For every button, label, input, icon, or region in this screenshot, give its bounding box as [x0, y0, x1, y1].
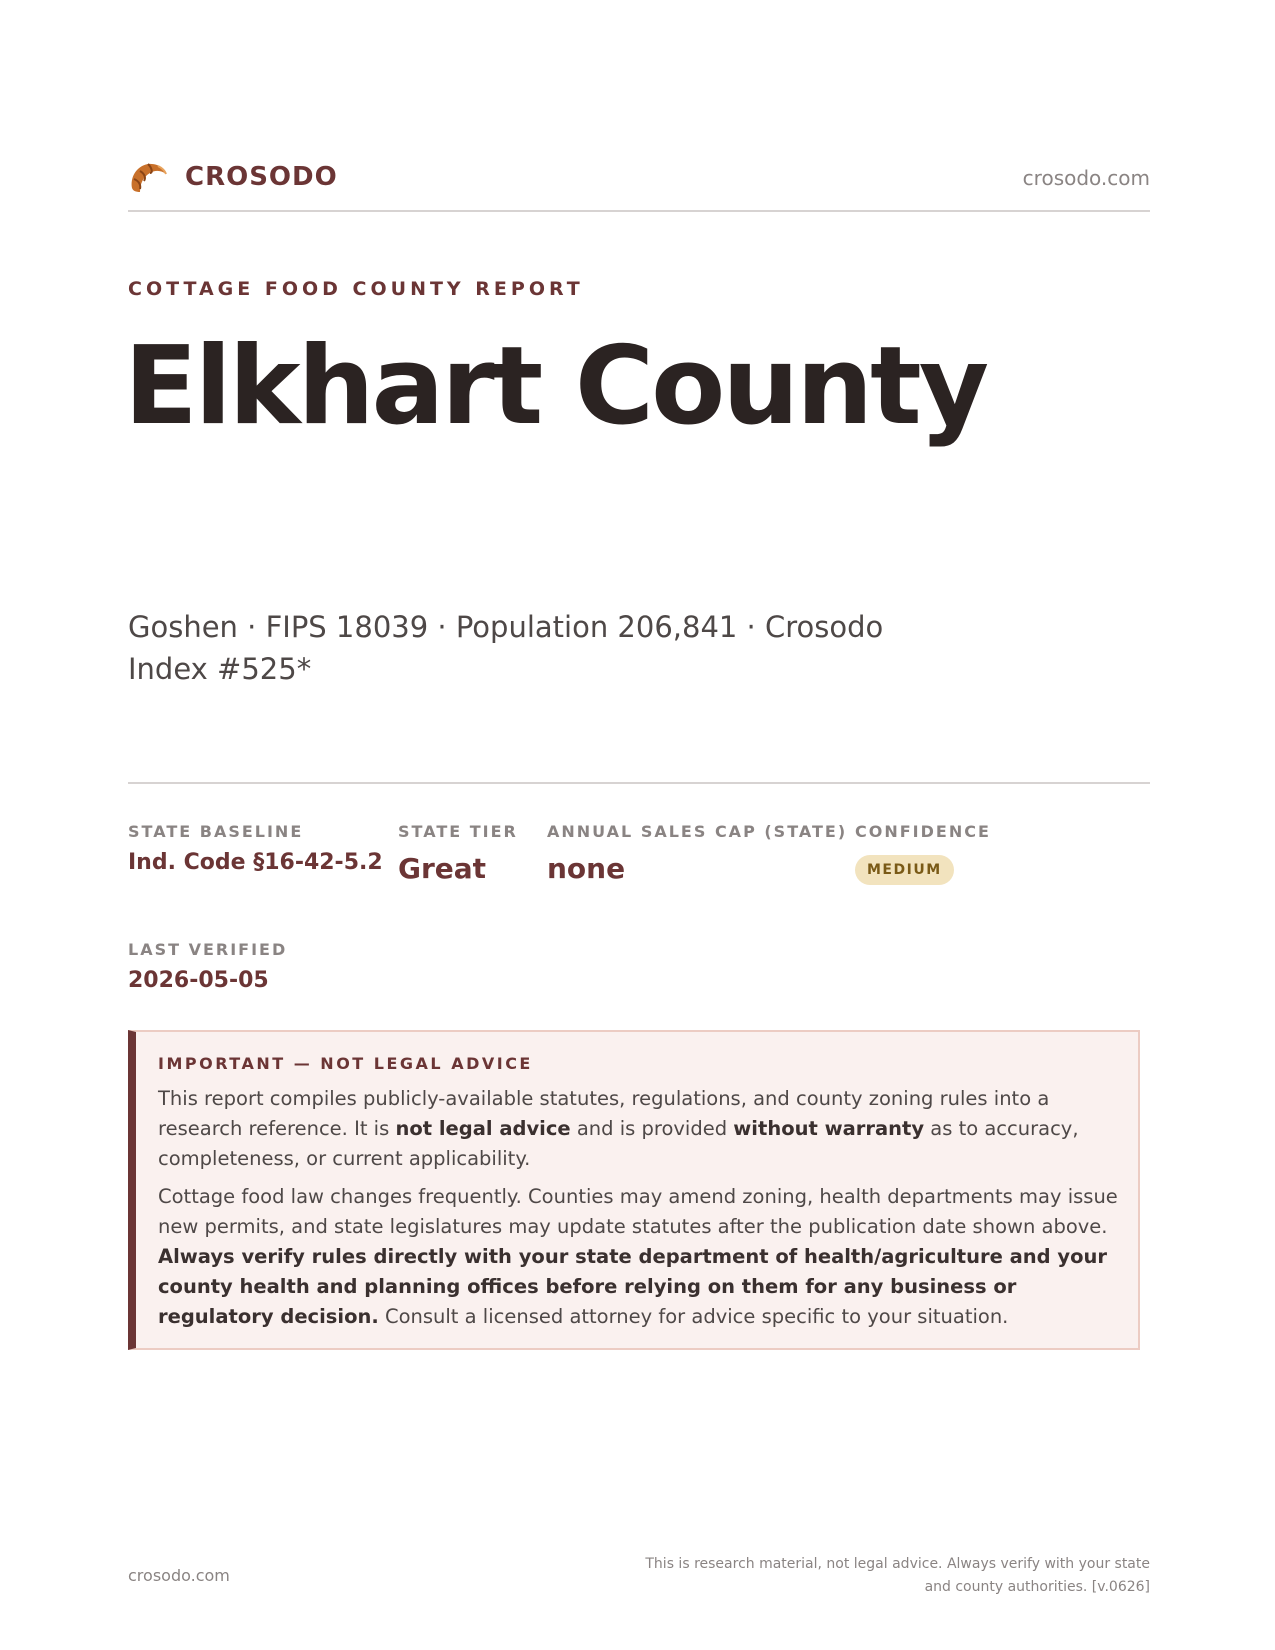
footer-site-url[interactable]: crosodo.com	[128, 1566, 230, 1585]
legal-notice	[128, 1030, 1140, 1350]
footer-disclaimer: This is research material, not legal advice. Always verify with your state and county authorities. [v.0626]	[645, 1556, 1150, 1595]
report-kicker: COTTAGE FOOD COUNTY REPORT	[128, 278, 584, 300]
site-url[interactable]: crosodo.com	[1022, 166, 1150, 190]
last-verified-value: 2026-05-05	[128, 968, 269, 993]
page-header	[128, 158, 1150, 212]
notice-paragraph-1: This report compiles publicly-available statutes, regulations, and county zoning rules into a research reference. It is not legal advice and is provided without warranty as to accuracy, completeness, or current applicability.	[158, 1087, 1079, 1170]
state-baseline-value: Ind. Code §16-42-5.2	[128, 850, 383, 875]
notice-title: IMPORTANT — NOT LEGAL ADVICE	[158, 1054, 533, 1073]
notice-paragraph-2: Cottage food law changes frequently. Counties may amend zoning, health departments may issue new permits, and state legislatures may update statutes after the publication date shown above. Always verify rules directly with your state department of health/agriculture and your county health and planning offices before relying on them for any business or regulatory decision. Consult a licensed attorney for advice specific to your situation.	[158, 1185, 1118, 1328]
report-page	[124, 0, 1150, 1650]
state-tier-label: STATE TIER	[398, 822, 518, 841]
state-baseline-label: STATE BASELINE	[128, 822, 304, 841]
state-tier-value: Great	[398, 852, 487, 885]
sales-cap-value: none	[547, 852, 626, 885]
report-subtitle: Goshen · FIPS 18039 · Population 206,841 · Crosodo Index #525*	[128, 610, 884, 686]
croissant-icon	[128, 158, 168, 198]
confidence-badge: MEDIUM	[855, 855, 954, 885]
confidence-label: CONFIDENCE	[855, 822, 991, 841]
page-title: Elkhart County	[124, 324, 987, 449]
section-divider	[128, 782, 1150, 784]
sales-cap-label: ANNUAL SALES CAP (STATE)	[547, 822, 848, 841]
last-verified-label: LAST VERIFIED	[128, 940, 288, 959]
brand-name: CROSODO	[185, 162, 338, 192]
